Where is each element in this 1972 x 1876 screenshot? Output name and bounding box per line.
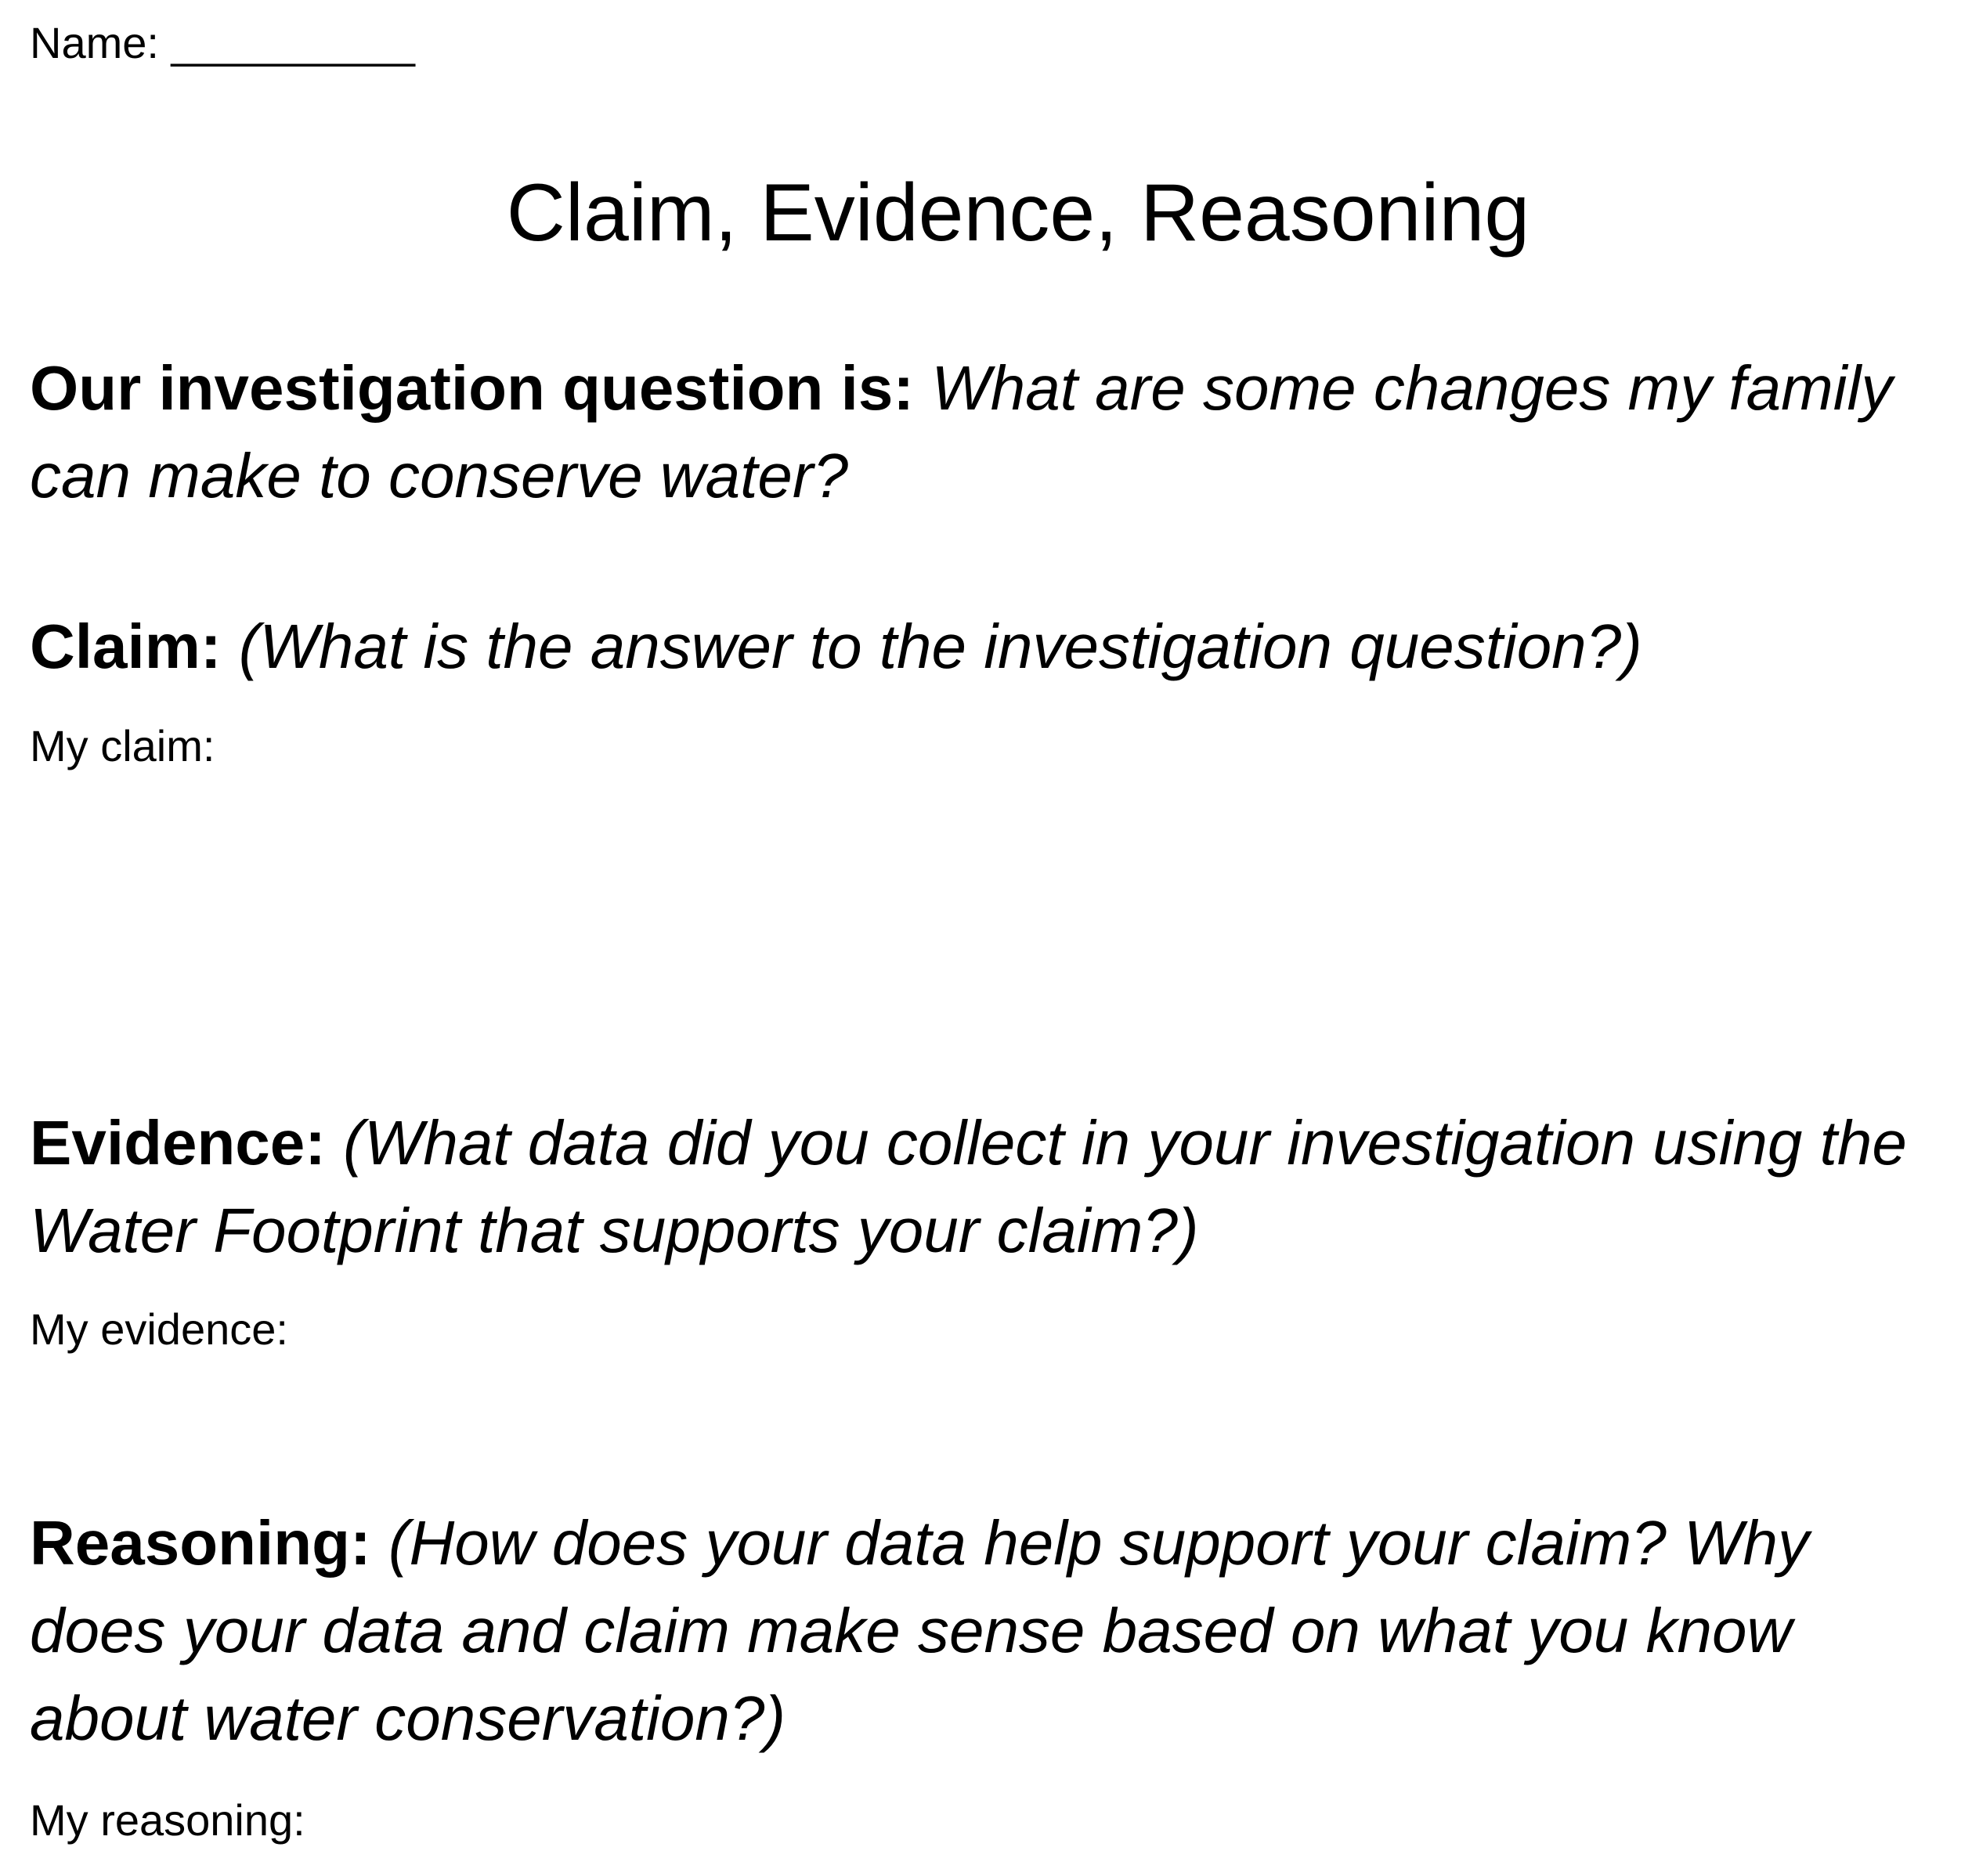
claim-prompt: (What is the answer to the investigation question?): [238, 612, 1642, 681]
evidence-prompt: (What data did you collect in your investigation using the Water Footprint that supports your claim?): [30, 1108, 1907, 1265]
investigation-question-label: Our investigation question is:: [30, 353, 914, 423]
claim-response-label: My claim:: [30, 721, 215, 770]
investigation-question-section: [30, 345, 1956, 520]
reasoning-prompt: (How does your data help support your claim? Why does your data and claim make sense based on what you know about water conservation?): [30, 1508, 1810, 1753]
investigation-question-text: What are some changes my family can make to conserve water?: [30, 353, 1893, 510]
reasoning-response-label: My reasoning:: [30, 1795, 305, 1845]
evidence-response-label: My evidence:: [30, 1304, 288, 1354]
claim-label: Claim:: [30, 612, 222, 681]
evidence-label: Evidence:: [30, 1108, 326, 1178]
claim-section: [30, 603, 1956, 691]
evidence-section: [30, 1099, 1956, 1275]
reasoning-label: Reasoning:: [30, 1508, 371, 1578]
page-title: Claim, Evidence, Reasoning: [506, 168, 1530, 258]
name-field-line: Name: __________: [30, 18, 415, 67]
reasoning-section: [30, 1499, 1956, 1762]
